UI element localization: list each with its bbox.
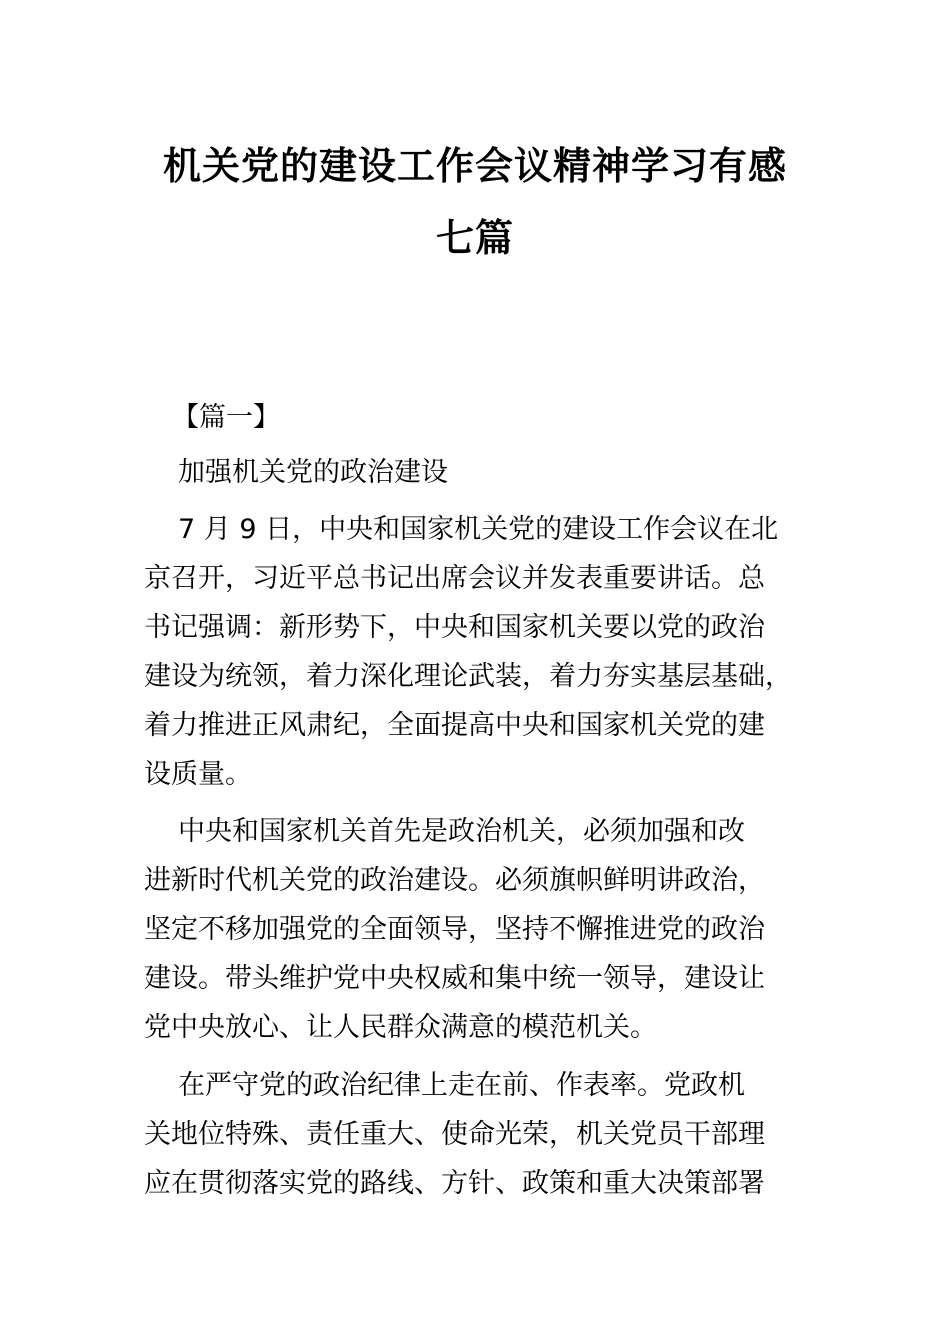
paragraph-3-line-3: 应在贯彻落实党的路线、方针、政策和重大决策部署 [144, 1168, 765, 1199]
paragraph-1-line-2: 京召开，习近平总书记出席会议并发表重要讲话。总 [144, 563, 765, 594]
paragraph-2-line-5: 党中央放心、让人民群众满意的模范机关。 [144, 1012, 657, 1043]
document-title-line-2: 七篇 [435, 216, 514, 260]
paragraph-1-line-5: 着力推进正风肃纪，全面提高中央和国家机关党的建 [144, 710, 765, 741]
document-title-line-1: 机关党的建设工作会议精神学习有感 [162, 144, 787, 188]
paragraph-3-line-2: 关地位特殊、责任重大、使命光荣，机关党员干部理 [144, 1119, 765, 1150]
paragraph-2-line-4: 建设。带头维护党中央权威和集中统一领导，建设让 [144, 963, 765, 994]
paragraph-2-line-3: 坚定不移加强党的全面领导，坚持不懈推进党的政治 [144, 914, 765, 945]
paragraph-1-line-4: 建设为统领，着力深化理论武装，着力夯实基层基础， [144, 661, 792, 692]
section-label: 【篇一】 [172, 402, 280, 433]
paragraph-3-line-1: 在严守党的政治纪律上走在前、作表率。党政机 [178, 1070, 745, 1101]
section-subtitle: 加强机关党的政治建设 [178, 457, 448, 488]
paragraph-1-line-6: 设质量。 [144, 759, 252, 790]
paragraph-1-line-3: 书记强调：新形势下，中央和国家机关要以党的政治 [144, 612, 765, 643]
paragraph-1-line-1: 7 月 9 日，中央和国家机关党的建设工作会议在北 [178, 514, 779, 545]
paragraph-2-line-2: 进新时代机关党的政治建设。必须旗帜鲜明讲政治， [144, 865, 765, 896]
paragraph-2-line-1: 中央和国家机关首先是政治机关，必须加强和改 [178, 816, 745, 847]
